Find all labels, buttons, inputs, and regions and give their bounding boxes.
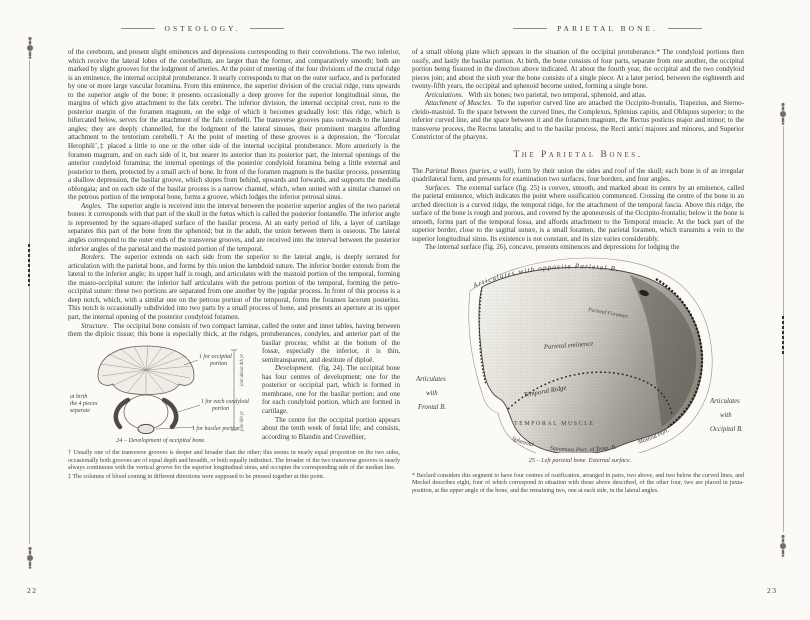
label-at-birth-3: separate bbox=[70, 407, 90, 414]
label-parietal-eminence: Parietal eminence bbox=[543, 340, 594, 352]
left-footnotes bbox=[68, 450, 400, 481]
foramen-magnum-ring bbox=[124, 395, 168, 429]
label-at-birth-2: the 4 pieces bbox=[70, 400, 98, 407]
label-articulates-occipital-2: with bbox=[720, 412, 732, 420]
head-rule bbox=[668, 28, 702, 29]
head-rule bbox=[250, 28, 284, 29]
age-bracket bbox=[231, 350, 237, 430]
label-join-lower: join 6th yr bbox=[240, 410, 245, 431]
paragraph-text: The occipital bone consists of two compact laminæ, called the outer and inner tables, having between them the diploic tissue; this bone is especially thick, at the ridges, protuberances, bbox=[68, 321, 400, 339]
label-squamous-temporal: Squamous Port. of Temp. B. bbox=[549, 444, 617, 454]
section-heading-parietal-bones: The Parietal Bones. bbox=[513, 150, 643, 161]
footnote-dagger: † Usually one of the transverse grooves is deeper and broader than the other; this seems in nearly equal proportion on the two sides, occasionally both grooves are of equal depth and breadth, or both equally indistinct. The broader of the two transverse grooves is nearly always continuous with the vertical groove for the superior longitudinal sinus, and occupies the corresponding side of the median line. bbox=[68, 450, 400, 472]
figure-24-caption: 24 – Development of occipital bone. bbox=[116, 437, 206, 445]
run-in-head-angles: Angles. bbox=[81, 201, 102, 210]
run-in-head-attachment: Attachment of Muscles. bbox=[425, 99, 492, 108]
paragraph-text: The bbox=[412, 166, 426, 175]
paragraph-centre-occipital: The centre for the occipital portion appears about the tenth week of fœtal life; and consists, according to Blandin and Cruvelhier, bbox=[262, 415, 400, 441]
paragraph-text: The external surface (fig. 25) is convex, smooth, and marked about its centre by an eminence, called the parietal eminence, which indicates the point where ossification commenced. Crossing the centre of the bone in an arched direction is a curved ridge, the temporal ridge, for the attachment of the temporal fascia. Above this ridge, the surface of the bone is rough and porous, and covered by the aponeurosis of the Occipito-frontalis; below it the bone is smooth, forms part of the temporal fossa, and affords attachment to the Temporal muscle. At the back part of the superior border, close to the sagittal suture, is a small foramen, the parietal foramen, which transmits a vein to the superior longitudinal sinus. Its existence is not constant, and its size varies considerably. bbox=[412, 183, 744, 243]
label-mastoid-portion: Mastoid Port. bbox=[637, 427, 671, 446]
paragraph-text: (fig. 24). The occipital bone has four centres of development; one for the posterior or occipital part, which is formed in membrane, one for the basilar portion; and one for each condyloid portion, which are formed in cartilage. bbox=[262, 364, 400, 415]
label-articulates-occipital-1: Articulates bbox=[710, 398, 740, 406]
head-rule bbox=[513, 28, 547, 29]
paragraph-oblong-plate: of a small oblong plate which appears in the situation of the occipital protuberance.* The condyloid portions then ossify, and lastly the basilar portion. At birth, the bone consists of four parts, separate from one another, the occipital portion being fissured in the direction above indicated. At about the fourth year, the occipital and the two condyloid pieces join; and about the sixth year the bone consists of a single piece. At a later period, between the eighteenth and twenty-fifth years, the occipital and sphenoid become united, forming a single bone. bbox=[412, 48, 744, 91]
right-text-column bbox=[412, 48, 744, 496]
label-articulates-frontal-3: Frontal B. bbox=[418, 404, 447, 412]
paragraph-attachment-of-muscles bbox=[412, 99, 744, 142]
label-parietal-foramen: Parietal Foramen bbox=[587, 307, 629, 320]
label-occipital-portion: 1 for occipital bbox=[199, 353, 232, 360]
paragraph-text: condyles, and anterior part of the basilar process; whilst at the bottom of the fossæ, especially the inferior, it is thin, semitransparent, and destitute of diploë. bbox=[262, 330, 400, 364]
figure-25-caption: 25 – Left parietal bone. External surface. bbox=[528, 456, 632, 464]
paragraph-text: The superior extends on each side from the superior to the lateral angle, is deeply serrated for articulation with the parietal bone, and forms by this union the lambdoid suture. The inferior border extends from the lateral to the inferior angle; its upper half is rough, and articulates with the mastoid portion of the temporal, forming the masto-occipital suture: the inferior half articulates with the petrous portion of the temporal, forming the petro-occipital suture: these two portions are separated from one another by the jugular process. In front of this process is a deep notch, which, with a similar one on the petrous portion of the temporal, forms the foramen lacerum posterius. This notch is occasionally subdivided into two parts by a small process of bone, and presents an aperture at its upper part, the internal opening of the posterior condyloid foramen. bbox=[68, 253, 400, 321]
label-condyloid-portion-2: portion bbox=[212, 405, 230, 412]
footnote-double-dagger: ‡ The columns of blood coming in different directions were supposed to be pressed together at this point. bbox=[68, 473, 325, 480]
paragraph-text: , form by their union the sides and roof of the skull; each bone is of an irregular quadrilateral form, and presents for examination two surfaces, four borders, and four angles. bbox=[412, 166, 744, 184]
paragraph-articulations bbox=[412, 91, 744, 100]
paragraph-angles bbox=[68, 202, 400, 253]
paragraph-text: With six bones; two parietal, two temporal, sphenoid, and atlas. bbox=[468, 90, 647, 99]
left-page-number: 22 bbox=[27, 586, 38, 595]
label-basilar-portion: 1 for basilar portion bbox=[192, 425, 240, 432]
right-running-head bbox=[405, 24, 810, 33]
label-articulates-opposite-parietal: Articulates with opposite Parietal B. bbox=[471, 262, 620, 290]
label-condyloid-portion: 1 for each condyloid bbox=[201, 398, 249, 405]
basilar-piece bbox=[138, 424, 154, 433]
label-articulates-occipital-3: Occipital B. bbox=[710, 426, 743, 434]
run-in-head-articulations: Articulations. bbox=[425, 90, 464, 99]
right-page-title: PARIETAL BONE. bbox=[557, 24, 658, 33]
label-at-birth-1: at birth bbox=[70, 393, 88, 400]
left-text-column bbox=[68, 48, 400, 482]
label-articulates-frontal-1: Articulates bbox=[416, 376, 446, 384]
paragraph-parietal-intro bbox=[412, 167, 744, 184]
label-sphenoid: Sphenoid bbox=[510, 436, 534, 449]
paragraph-borders bbox=[68, 253, 400, 321]
label-occipital-portion-2: portion bbox=[210, 360, 228, 367]
figure-24-illustration bbox=[68, 342, 254, 434]
run-in-head-borders: Borders. bbox=[81, 253, 106, 262]
label-articulates-frontal-2: with bbox=[426, 390, 438, 398]
paragraph-text-italic: Parietal Bones (paries, a wall) bbox=[425, 166, 514, 175]
paragraph-cerebrum: of the cerebrum, and present slight eminences and depressions corresponding to their convolutions. The two inferior, which receive the lateral lobes of the cerebellum, are larger than the former, and comparatively smooth; both are marked by slight grooves for the lodgment of arteries. At the point of meeting of the four divisions of the crucial ridge is an eminence, the internal occipital protuberance. It nearly corresponds to that on the outer surface, and is perforated by one or more large vascular foramina. From this eminence, the superior division of the crucial ridge, runs upwards to the superior angle of the bone; it presents occasionally a deep groove for the superior longitudinal sinus, the margins of which give attachment to the falx cerebri. The inferior division, the internal occipital crest, runs to the posterior margin of the foramen magnum, on the edge of which it becomes gradually lost: this ridge, which is bifurcated below, serves for the attachment of the falx cerebelli. The transverse grooves pass outwards to the lateral angles; they are deeply channelled, for the lodgment of the lateral sinuses, their prominent margins affording attachment to the tentorium cerebelli.† At the point of meeting of these grooves is a depression, the ‘Torcular Herophili’,‡ placed a little to one or the other side of the internal occipital protuberance. More anteriorly is the foramen magnum, and on each side of it, but nearer its anterior than its posterior part, the internal openings of the anterior condyloid foramina; the internal openings of the posterior condyloid foramina being a little external and posterior to them, protected by a small arch of bone. In front of the foramen magnum is the basilar process, presenting a shallow depression, the basilar groove, which slopes from behind, upwards and forwards, and supports the medulla oblongata; and on each side of the basilar process is a narrow channel, which, when united with a similar channel on the petrous portion of the temporal bone, forms a groove, which lodges the inferior petrosal sinus. bbox=[68, 48, 400, 202]
left-page-title: OSTEOLOGY. bbox=[164, 24, 241, 33]
figure-25-illustration bbox=[412, 257, 748, 453]
left-running-head bbox=[0, 24, 405, 33]
label-join-upper: join about 4th yr bbox=[240, 353, 245, 386]
figure-24-development-of-occipital-bone bbox=[68, 342, 254, 445]
right-footnotes bbox=[412, 473, 744, 496]
label-temporal-ridge: Temporal Ridge bbox=[523, 384, 568, 400]
figure-25-left-parietal-bone bbox=[412, 257, 748, 464]
footnote-asterisk: * Beclard considers this segment to have four centres of ossification, arranged in pairs, two above, and two below the curved lines, and Meckel describes eight, four of which correspond in situation with those above described, of the other four, two are placed in juxta-position, at the upper angle of the bone, and the remaining two, one at each side, in the lateral angles. bbox=[412, 472, 744, 494]
paragraph-text: The superior angle is received into the interval between the posterior superior angles of the two parietal bones: it corresponds with that part of the skull in the fœtus which is called the posterior fontanelle. The inferior angle is represented by the square-shaped surface of the basilar process. At an early period of life, a layer of cartilage separates this part of the bone from the sphenoid; but in the adult, the union between them is osseous. The lateral angles correspond to the outer ends of the transverse grooves, and are received into the interval between the posterior inferior angles of the parietal and the mastoid portion of the temporal. bbox=[68, 201, 400, 253]
run-in-head-development: Development. bbox=[275, 364, 314, 373]
paragraph-text: To the superior curved line are attached the Occipito-frontalis, Trapezius, and Sterno-cleido-mastoid. To the space between the curved lines, the Complexus, Splenius capitis, and Obliquus superior; to the inferior curved line, and the space between it and the foramen magnum, the Rectus posticus major and minor; to the transverse process, the Rectus lateralis; and to the basilar process, the Recti antici majores and minores, and Superior Constrictor of the pharynx. bbox=[412, 99, 745, 142]
label-temporal-muscle: TEMPORAL MUSCLE bbox=[514, 421, 595, 428]
right-page-number: 23 bbox=[767, 586, 778, 595]
paragraph-internal-surface: The internal surface (fig. 26), concave, presents eminences and depressions for lodging the bbox=[425, 243, 680, 252]
page-right bbox=[405, 0, 810, 620]
paragraph-surfaces bbox=[412, 184, 744, 244]
run-in-head-structure: Structure. bbox=[81, 321, 109, 330]
head-rule bbox=[121, 28, 155, 29]
run-in-head-surfaces: Surfaces. bbox=[425, 183, 451, 192]
